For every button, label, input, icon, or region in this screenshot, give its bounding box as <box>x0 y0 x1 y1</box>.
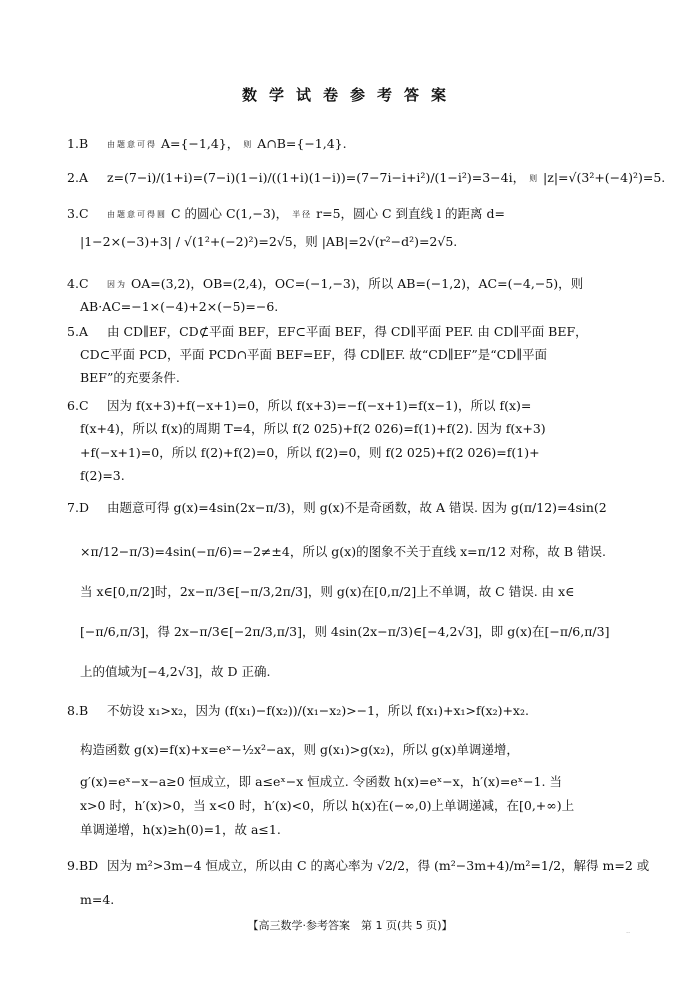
answer-expr: A={−1,4}， <box>160 136 240 151</box>
answer-7-line-2: ×π/12−π/3)=4sin(−π/6)=−2≠±4，所以 g(x)的图象不关于直线 x=π/12 对称，故 B 错误. <box>80 544 607 559</box>
answer-1 <box>67 136 633 153</box>
answer-7-line-4: [−π/6,π/3]，得 2x−π/3∈[−2π/3,π/3]，则 4sin(2x−π/3)∈[−4,2√3]，即 g(x)在[−π/6,π/3] <box>80 624 610 639</box>
answer-8 <box>67 703 633 719</box>
answer-note: 则 <box>243 140 254 149</box>
answer-expr: 由题意可得 g(x)=4sin(2x−π/3)，则 g(x)不是奇函数，故 A 错误. 因为 g(π/12)=4sin(2 <box>106 500 607 515</box>
answer-4-line-2: AB·AC=−1×(−4)+2×(−5)=−6. <box>80 299 279 314</box>
answer-expr: A∩B={−1,4}. <box>257 136 347 151</box>
answer-number: 9.BD <box>67 858 99 873</box>
answer-7-line-5: 上的值域为[−4,2√3]，故 D 正确. <box>80 664 271 679</box>
answer-number: 6.C <box>67 398 89 413</box>
answer-7-line-3: 当 x∈[0,π/2]时，2x−π/3∈[−π/3,2π/3]，则 g(x)在[0,π/2]上不单调，故 C 错误. 由 x∈ <box>80 584 575 599</box>
answer-expr: 由 CD∥EF，CD⊄平面 BEF，EF⊂平面 BEF，得 CD∥平面 PEF. 由 CD∥平面 BEF， <box>106 324 588 339</box>
page-title: 数学试卷参考答案 <box>241 86 458 104</box>
answer-number: 8.B <box>67 703 89 718</box>
answer-9 <box>67 858 650 874</box>
answer-7 <box>67 500 633 516</box>
answer-2 <box>67 170 666 187</box>
answer-note: 由题意可得 <box>106 140 157 149</box>
answer-number: 5.A <box>67 324 88 339</box>
answer-5 <box>67 324 633 340</box>
answer-9-line-2: m=4. <box>80 892 115 907</box>
answer-expr: z=(7−i)/(1+i)=(7−i)(1−i)/((1+i)(1−i))=(7−7i−i+i²)/(1−i²)=3−4i， <box>106 170 526 185</box>
answer-number: 7.D <box>67 500 89 515</box>
answer-6 <box>67 398 633 414</box>
answer-expr: 因为 m²>3m−4 恒成立，所以由 C 的离心率为 √2/2，得 (m²−3m+4)/m²=1/2，解得 m=2 或 <box>106 858 650 873</box>
answer-number: 4.C <box>67 276 89 291</box>
answer-8-line-2: 构造函数 g(x)=f(x)+x=eˣ−½x²−ax，则 g(x₁)>g(x₂)，所以 g(x)单调递增， <box>80 742 519 757</box>
page-footer: 【高三数学·参考答案 第 1 页(共 5 页)】 <box>247 919 453 932</box>
answer-note: 半径 <box>292 210 313 219</box>
answer-8-line-4: x>0 时，h′(x)>0，当 x<0 时，h′(x)<0，所以 h(x)在(−∞,0)上单调递减，在[0,+∞)上 <box>80 798 575 813</box>
answer-5-line-2: CD⊂平面 PCD，平面 PCD∩平面 BEF=EF，得 CD∥EF. 故“CD∥EF”是“CD∥平面 <box>80 347 548 362</box>
answer-expr: r=5，圆心 C 到直线 l 的距离 d= <box>316 206 505 221</box>
answer-6-line-2: f(x+4)，所以 f(x)的周期 T=4，所以 f(2 025)+f(2 026)=f(1)+f(2). 因为 f(x+3) <box>80 421 546 436</box>
answer-4 <box>67 276 633 293</box>
answer-8-line-5: 单调递增，h(x)≥h(0)=1，故 a≤1. <box>80 822 281 837</box>
answer-number: 3.C <box>67 206 89 221</box>
answer-8-line-3: g′(x)=eˣ−x−a≥0 恒成立，即 a≤eˣ−x 恒成立. 令函数 h(x)=eˣ−x，h′(x)=eˣ−1. 当 <box>80 774 562 789</box>
answer-5-line-3: BEF”的充要条件. <box>80 370 180 385</box>
answer-3-line-2: |1−2×(−3)+3| / √(1²+(−2)²)=2√5，则 |AB|=2√(r²−d²)=2√5. <box>80 234 458 249</box>
answer-expr: OA=(3,2)，OB=(2,4)，OC=(−1,−3)，所以 AB=(−1,2)，AC=(−4,−5)，则 <box>130 276 584 291</box>
answer-note: 则 <box>529 174 540 183</box>
answer-3 <box>67 206 633 223</box>
answer-6-line-3: +f(−x+1)=0，所以 f(2)+f(2)=0，所以 f(2)=0，则 f(2 025)+f(2 026)=f(1)+ <box>80 445 540 460</box>
corner-mark: ·· <box>626 930 630 937</box>
answer-expr: 不妨设 x₁>x₂，因为 (f(x₁)−f(x₂))/(x₁−x₂)>−1，所以 f(x₁)+x₁>f(x₂)+x₂. <box>106 703 529 718</box>
answer-6-line-4: f(2)=3. <box>80 468 125 483</box>
answer-note: 由题意可得圆 <box>106 210 167 219</box>
answer-expr: |z|=√(3²+(−4)²)=5. <box>543 170 666 185</box>
answer-note: 因为 <box>106 280 127 289</box>
answer-number: 2.A <box>67 170 88 185</box>
answer-number: 1.B <box>67 136 89 151</box>
answer-expr: C 的圆心 C(1,−3)， <box>170 206 289 221</box>
answer-expr: 因为 f(x+3)+f(−x+1)=0，所以 f(x+3)=−f(−x+1)=f(x−1)，所以 f(x)= <box>106 398 532 413</box>
